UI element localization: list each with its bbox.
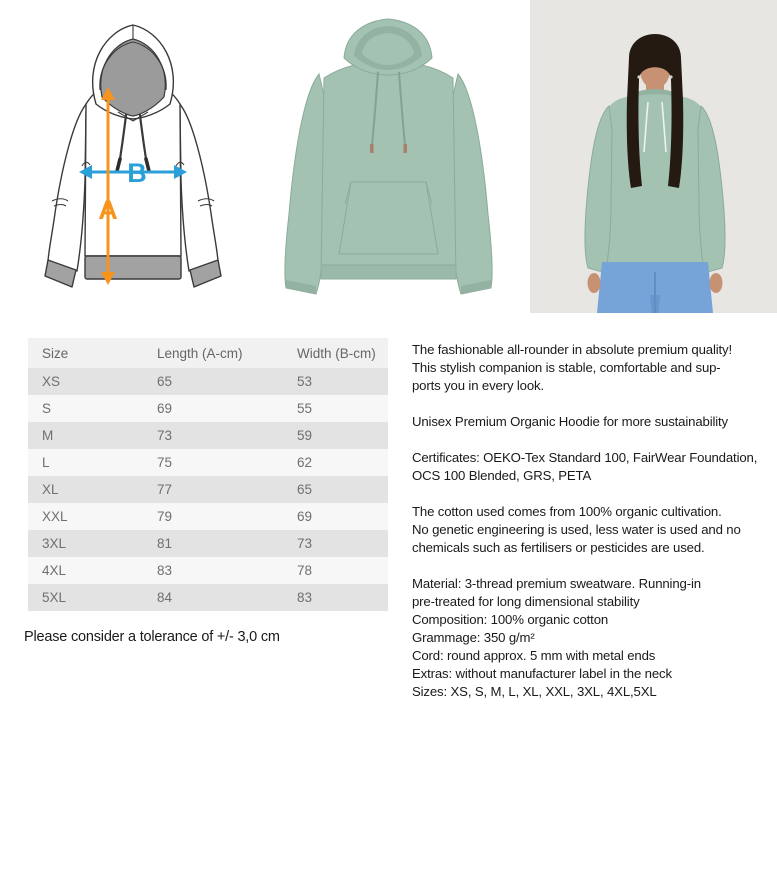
length-cell: 69 — [157, 401, 173, 416]
description-line: ports you in every look. — [412, 378, 545, 393]
column-header-length: Length (A-cm) — [157, 345, 243, 361]
size-table-row-xl — [28, 476, 388, 503]
size-table-row-3xl — [28, 530, 388, 557]
width-cell: 55 — [297, 401, 313, 416]
size-table-row-4xl — [28, 557, 388, 584]
size-cell: L — [42, 455, 50, 470]
description-line: Unisex Premium Organic Hoodie for more sustainability — [412, 414, 729, 429]
description-line: The fashionable all-rounder in absolute premium quality! — [412, 342, 733, 357]
description-line: Grammage: 350 g/m² — [412, 630, 535, 645]
length-cell: 65 — [157, 374, 173, 389]
width-cell: 59 — [297, 428, 313, 443]
description-line: pre-treated for long dimensional stability — [412, 594, 640, 609]
drawstring-aglet — [404, 144, 408, 153]
description-paragraph-unisex — [412, 413, 772, 431]
size-table-row-xxl — [28, 503, 388, 530]
column-header-width: Width (B-cm) — [297, 345, 376, 361]
diagram-hood — [93, 25, 174, 121]
hoodie-measurement-diagram — [44, 20, 244, 304]
model-figure — [585, 34, 725, 313]
width-cell: 73 — [297, 536, 313, 551]
description-line: chemicals such as fertilisers or pesticides are used. — [412, 540, 705, 555]
product-description — [412, 341, 772, 719]
description-paragraph-details — [412, 575, 772, 701]
size-cell: XS — [42, 374, 61, 389]
width-cell: 65 — [297, 482, 313, 497]
size-table — [28, 338, 388, 611]
diagram-waistband — [85, 256, 181, 279]
description-line: Composition: 100% organic cotton — [412, 612, 609, 627]
column-header-size: Size — [42, 345, 69, 361]
length-cell: 77 — [157, 482, 173, 497]
size-cell: 3XL — [42, 536, 67, 551]
length-cell: 79 — [157, 509, 173, 524]
length-label-a: A — [98, 195, 118, 225]
length-cell: 81 — [157, 536, 173, 551]
size-table-row-5xl — [28, 584, 388, 611]
length-cell: 73 — [157, 428, 173, 443]
description-line: Material: 3-thread premium sweatware. Running-in — [412, 576, 701, 591]
description-line: Cord: round approx. 5 mm with metal ends — [412, 648, 656, 663]
description-line: The cotton used comes from 100% organic cultivation. — [412, 504, 722, 519]
description-line: Extras: without manufacturer label in the neck — [412, 666, 672, 681]
length-cell: 84 — [157, 590, 173, 605]
description-paragraph-intro — [412, 341, 772, 395]
size-table-header-row — [28, 338, 388, 368]
hoodie-diagram-drawing — [44, 20, 244, 304]
length-cell: 75 — [157, 455, 173, 470]
description-paragraph-certificates — [412, 449, 772, 485]
width-cell: 78 — [297, 563, 313, 578]
size-cell: XXL — [42, 509, 68, 524]
size-table-row-l — [28, 449, 388, 476]
size-cell: XL — [42, 482, 59, 497]
width-cell: 53 — [297, 374, 313, 389]
width-cell: 62 — [297, 455, 313, 470]
drawstring-aglet — [370, 144, 374, 153]
description-line: OCS 100 Blended, GRS, PETA — [412, 468, 592, 483]
length-cell: 83 — [157, 563, 173, 578]
description-line: No genetic engineering is used, less water is used and no — [412, 522, 741, 537]
model-illustration — [530, 0, 777, 313]
size-cell: M — [42, 428, 54, 443]
model-photo — [530, 0, 777, 313]
hoodie-product-illustration — [266, 14, 512, 302]
width-label-b: B — [127, 158, 147, 188]
description-line: Certificates: OEKO-Tex Standard 100, FairWear Foundation, — [412, 450, 758, 465]
size-cell: 4XL — [42, 563, 67, 578]
size-table-row-s — [28, 395, 388, 422]
width-cell: 83 — [297, 590, 313, 605]
size-cell: 5XL — [42, 590, 67, 605]
description-line: This stylish companion is stable, comfortable and sup- — [412, 360, 721, 375]
width-cell: 69 — [297, 509, 313, 524]
size-table-row-m — [28, 422, 388, 449]
description-line: Sizes: XS, S, M, L, XL, XXL, 3XL, 4XL,5XL — [412, 684, 657, 699]
size-cell: S — [42, 401, 52, 416]
description-paragraph-cotton — [412, 503, 772, 557]
tolerance-note: Please consider a tolerance of +/- 3,0 cm — [24, 629, 280, 645]
product-hoodie-shape — [285, 19, 492, 294]
hoodie-product-photo — [266, 14, 512, 302]
size-table-row-xs — [28, 368, 388, 395]
